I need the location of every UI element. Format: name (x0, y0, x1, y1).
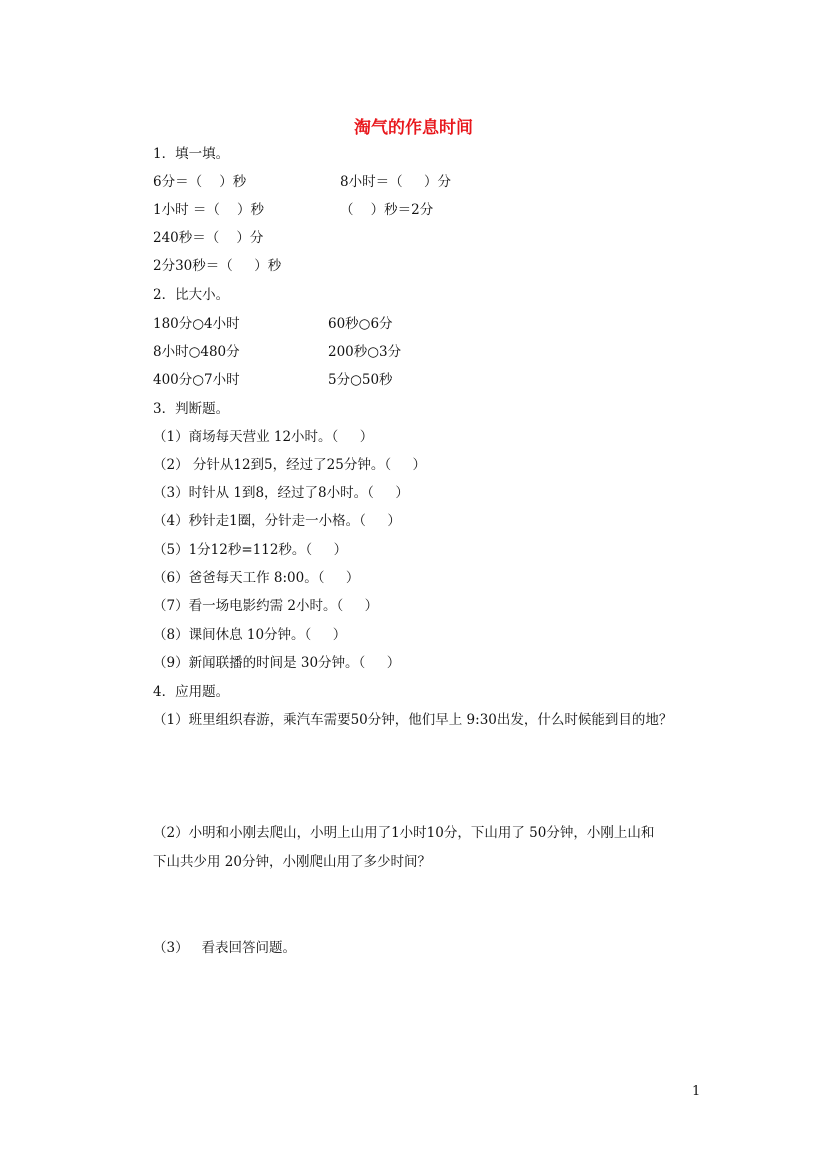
compare-item-4: 200秒○3分 (328, 344, 402, 360)
fill-item-1: 6分＝（ ）秒 (153, 174, 247, 190)
judge-item-6: （6）爸爸每天工作 8:00。（ ） (153, 570, 360, 586)
word-problem-1: （1）班里组织春游，乘汽车需要50分钟，他们早上 9:30出发，什么时候能到目的地？ (153, 712, 673, 728)
compare-item-3: 8小时○480分 (153, 344, 240, 360)
fill-item-3: 1小时 ＝（ ）秒 (153, 202, 265, 218)
judge-item-5: （5）1分12秒=112秒。（ ） (153, 542, 348, 558)
fill-item-4: （ ）秒＝2分 (340, 202, 434, 218)
page-title: 淘气的作息时间 (354, 118, 473, 138)
page-number: 1 (692, 1084, 701, 1099)
judge-item-9: （9）新闻联播的时间是 30分钟。（ ） (153, 655, 401, 671)
word-problem-3: （3） 看表回答问题。 (153, 940, 296, 956)
judge-item-4: （4）秒针走1圈，分针走一小格。（ ） (153, 513, 401, 529)
word-problem-2-line-1: （2）小明和小刚去爬山，小明上山用了1小时10分，下山用了 50分钟，小刚上山和 (153, 825, 655, 841)
compare-item-2: 60秒○6分 (328, 316, 393, 332)
fill-item-2: 8小时＝（ ）分 (340, 174, 452, 190)
section-1-heading: 1．填一填。 (153, 146, 230, 162)
judge-item-7: （7）看一场电影约需 2小时。（ ） (153, 598, 379, 614)
section-3-heading: 3．判断题。 (153, 401, 230, 417)
judge-item-2: （2） 分针从12到5，经过了25分钟。（ ） (153, 457, 427, 473)
compare-item-1: 180分○4小时 (153, 316, 240, 332)
word-problem-2-line-2: 下山共少用 20分钟，小刚爬山用了多少时间？ (153, 854, 431, 870)
compare-item-6: 5分○50秒 (328, 372, 393, 388)
fill-item-6: 2分30秒＝（ ）秒 (153, 258, 282, 274)
compare-item-5: 400分○7小时 (153, 372, 240, 388)
section-4-heading: 4．应用题。 (153, 684, 230, 700)
judge-item-1: （1）商场每天营业 12小时。（ ） (153, 429, 374, 445)
judge-item-8: （8）课间休息 10分钟。（ ） (153, 627, 347, 643)
judge-item-3: （3）时针从 1到8，经过了8小时。（ ） (153, 485, 409, 501)
section-2-heading: 2．比大小。 (153, 287, 230, 303)
fill-item-5: 240秒＝（ ）分 (153, 230, 264, 246)
